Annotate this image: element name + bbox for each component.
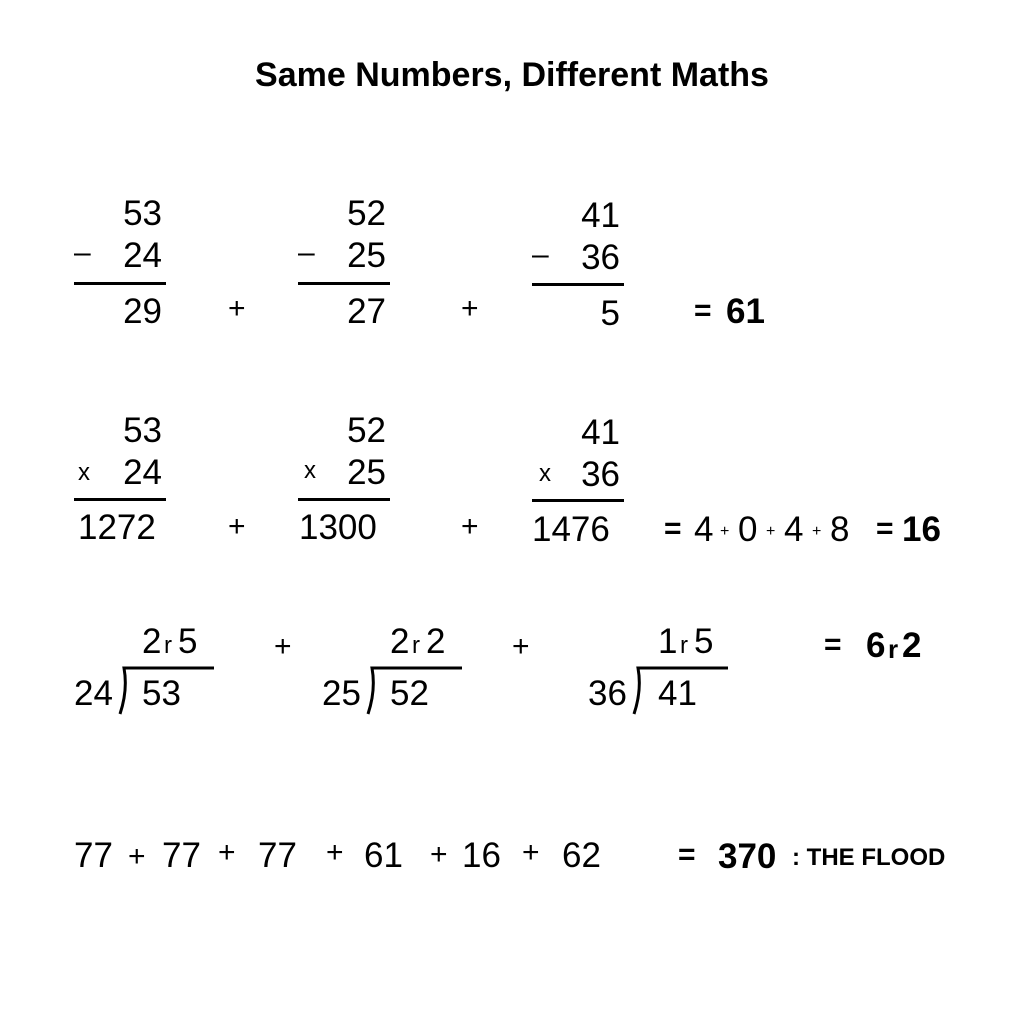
digit: 8 [830, 510, 850, 549]
minus-sign: – [532, 238, 549, 271]
subtraction-3-top: 41 [581, 196, 620, 235]
subtraction-total: 61 [726, 292, 765, 331]
subtraction-1-bottom: 24 [123, 236, 162, 275]
multiplication-2-result: 1300 [299, 508, 377, 547]
division-2-remainder: 2 [426, 622, 446, 661]
equals-sign: = [876, 512, 894, 545]
multiplication-1-bottom: 24 [123, 453, 162, 492]
digit: 4 [694, 510, 714, 549]
equals-sign: = [824, 628, 842, 661]
digit: 0 [738, 510, 758, 549]
plus-sign: + [326, 836, 344, 869]
subtraction-1-result: 29 [123, 292, 162, 331]
subtraction-1-line [74, 282, 166, 285]
division-total-quotient: 6 [866, 626, 886, 665]
multiplication-2-line [298, 498, 390, 501]
multiplication-3-line [532, 499, 624, 502]
subtraction-2-line [298, 282, 390, 285]
plus-sign: + [218, 836, 236, 869]
page-title: Same Numbers, Different Maths [255, 56, 769, 94]
subtraction-2-result: 27 [347, 292, 386, 331]
times-sign: x [304, 457, 316, 484]
equals-sign: = [678, 838, 696, 871]
division-total-remainder: 2 [902, 626, 922, 665]
division-2-quotient: 2 [390, 622, 410, 661]
plus-sign: + [766, 523, 776, 540]
subtraction-2-bottom: 25 [347, 236, 386, 275]
remainder-letter: r [888, 634, 899, 664]
plus-sign: + [512, 630, 530, 663]
subtraction-1-top: 53 [123, 194, 162, 233]
plus-sign: + [274, 630, 292, 663]
plus-sign: + [522, 836, 540, 869]
division-3-quotient: 1 [658, 622, 678, 661]
subtraction-3-bottom: 36 [581, 238, 620, 277]
multiplication-2-top: 52 [347, 411, 386, 450]
multiplication-1-result: 1272 [78, 508, 156, 547]
remainder-letter: r [412, 632, 420, 659]
multiplication-1-top: 53 [123, 411, 162, 450]
plus-sign: + [430, 838, 448, 871]
multiplication-3-bottom: 36 [581, 455, 620, 494]
subtraction-3-line [532, 283, 624, 286]
final-term: 77 [162, 836, 201, 875]
plus-sign: + [720, 523, 730, 540]
final-term: 62 [562, 836, 601, 875]
final-term: 16 [462, 836, 501, 875]
division-2-divisor: 25 [322, 674, 361, 713]
division-3-divisor: 36 [588, 674, 627, 713]
flood-label: : THE FLOOD [792, 844, 946, 871]
remainder-letter: r [680, 632, 688, 659]
division-1-remainder: 5 [178, 622, 198, 661]
multiplication-total: 16 [902, 510, 941, 549]
multiplication-3-top: 41 [581, 413, 620, 452]
times-sign: x [78, 459, 90, 486]
times-sign: x [539, 460, 551, 487]
equals-sign: = [694, 294, 712, 327]
division-1-dividend: 53 [142, 674, 181, 713]
plus-sign: + [812, 523, 822, 540]
multiplication-2-bottom: 25 [347, 453, 386, 492]
remainder-letter: r [164, 632, 172, 659]
division-1-divisor: 24 [74, 674, 113, 713]
minus-sign: – [298, 236, 315, 269]
final-term: 77 [258, 836, 297, 875]
plus-sign: + [228, 510, 246, 543]
multiplication-1-line [74, 498, 166, 501]
division-3-remainder: 5 [694, 622, 714, 661]
multiplication-3-result: 1476 [532, 510, 610, 549]
plus-sign: + [128, 840, 146, 873]
subtraction-2-top: 52 [347, 194, 386, 233]
division-3-dividend: 41 [658, 674, 697, 713]
final-term: 77 [74, 836, 113, 875]
digit: 4 [784, 510, 804, 549]
subtraction-3-result: 5 [600, 294, 620, 333]
plus-sign: + [228, 292, 246, 325]
plus-sign: + [461, 510, 479, 543]
equals-sign: = [664, 512, 682, 545]
minus-sign: – [74, 236, 91, 269]
division-2-dividend: 52 [390, 674, 429, 713]
division-1-quotient: 2 [142, 622, 162, 661]
plus-sign: + [461, 292, 479, 325]
final-term: 61 [364, 836, 403, 875]
final-total: 370 [718, 837, 777, 876]
